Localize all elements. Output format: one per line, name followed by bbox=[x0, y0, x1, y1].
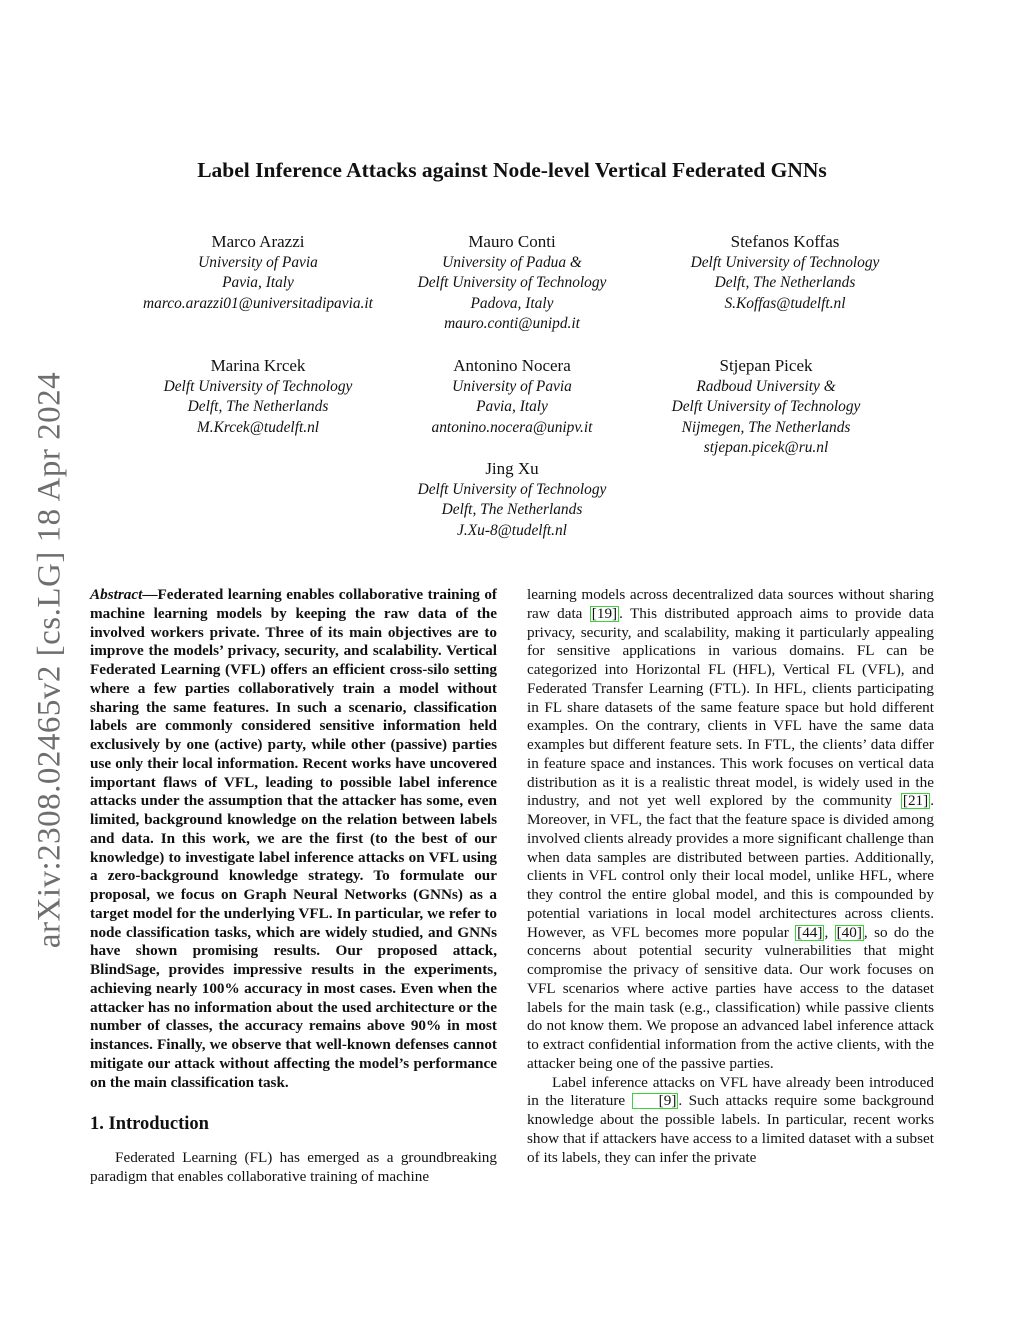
author-email[interactable]: antonino.nocera@unipv.it bbox=[431, 418, 593, 436]
author-affiliation: Delft, The Netherlands bbox=[714, 274, 856, 292]
text-run: . Moreover, in VFL, the fact that the feature space is divided among involved clients already provides a more significant challenge than when data samples are distributed between parties. Additionally, clients in VFL control only their local model, unlike HFL, where they control the entire global model, and this is compounded by potential variations in local model architectures across clients. However, as VFL becomes more popular bbox=[527, 792, 934, 941]
author-affiliation: Padova, Italy bbox=[470, 294, 554, 312]
text-run: , bbox=[824, 923, 835, 941]
arxiv-identifier: arXiv:2308.02465v2 [cs.LG] 18 Apr 2024 bbox=[31, 371, 68, 949]
citation-link[interactable]: [19] bbox=[591, 604, 618, 622]
author-affiliation: University of Padua & bbox=[442, 254, 582, 271]
section-heading-introduction: 1. Introduction bbox=[90, 1114, 209, 1135]
author-block bbox=[362, 457, 662, 541]
author-affiliation: Radboud University & bbox=[696, 378, 836, 395]
text-run: , so do the concerns about potential security vulnerabilities that might compromise the privacy of sensitive data. Our work focuses on VFL scenarios where active parties have access to the dataset labels for the main task (e.g., classification) while passive clients do not know them. We propose an advanced label inference attack to extract confidential information from the active clients, with the attacker being one of the passive parties. bbox=[527, 923, 934, 1072]
author-affiliation: Delft University of Technology bbox=[690, 254, 880, 271]
author-affiliation: Delft University of Technology bbox=[163, 378, 353, 395]
author-block bbox=[616, 354, 916, 458]
author-email[interactable]: M.Krcek@tudelft.nl bbox=[196, 418, 320, 436]
author-email[interactable]: S.Koffas@tudelft.nl bbox=[724, 294, 846, 312]
author-affiliation: Delft University of Technology bbox=[417, 481, 607, 498]
citation-link[interactable]: [44] bbox=[797, 923, 823, 941]
author-affiliation: Delft, The Netherlands bbox=[187, 398, 329, 416]
author-name: Stjepan Picek bbox=[719, 356, 813, 375]
text-run: Label inference attacks on VFL have already been introduced in the literature bbox=[527, 1073, 934, 1110]
author-affiliation: Pavia, Italy bbox=[476, 398, 548, 416]
left-column bbox=[90, 586, 497, 1187]
author-email[interactable]: J.Xu-8@tudelft.nl bbox=[457, 521, 567, 539]
abstract-label: Abstract bbox=[90, 586, 143, 603]
author-name: Antonino Nocera bbox=[453, 356, 571, 375]
text-run: . Such attacks require some background knowledge about the possible labels. In particular, recent works show that if attackers have access to a limited dataset with a subset of its labels, they can infer the private bbox=[527, 1092, 934, 1166]
author-affiliation: Delft University of Technology bbox=[671, 398, 861, 416]
author-affiliation: University of Pavia bbox=[452, 378, 572, 395]
author-affiliation: Delft, The Netherlands bbox=[441, 501, 583, 519]
author-affiliation: Pavia, Italy bbox=[222, 274, 294, 292]
abstract-text: —Federated learning enables collaborative training of machine learning models by keeping the raw data of the involved workers private. Three of its main objectives are to improve the models’ privacy, security, and scalability. Vertical Federated Learning (VFL) offers an efficient cross-silo setting where a few parties collaboratively train a model without sharing the same features. In such a scenario, classification labels are commonly considered sensitive information held exclusively by one (active) party, while other (passive) parties use only their local information. Recent works have uncovered important flaws of VFL, leading to possible label inference attacks under the assumption that the attacker has some, even limited, background knowledge on the relation between labels and data. In this work, we are the first (to the best of our knowledge) to investigate label inference attacks on VFL using a zero-background knowledge strategy. To formulate our proposal, we focus on Graph Neural Networks (GNNs) as a target model for the underlying VFL. In particular, we refer to node classification tasks, which are widely studied, and GNNs have shown promising results. Our proposed attack, BlindSage, provides impressive results in the experiments, achieving nearly 100% accuracy in most cases. Even when the attacker has no information about the used architecture or the number of classes, the accuracy remains above 90% in most instances. Finally, we observe that well-known defenses cannot mitigate our attack without affecting the model’s performance on the main classification task. bbox=[90, 586, 497, 1091]
author-name: Jing Xu bbox=[485, 459, 539, 478]
intro-paragraph: Federated Learning (FL) has emerged as a groundbreaking paradigm that enables collaborative training of machine bbox=[90, 1149, 497, 1185]
text-run: learning models across decentralized data sources without sharing raw data bbox=[527, 586, 934, 622]
author-email[interactable]: marco.arazzi01@universitadipavia.it bbox=[143, 294, 373, 312]
intro-paragraph-2 bbox=[527, 1074, 934, 1168]
author-email[interactable]: mauro.conti@unipd.it bbox=[444, 314, 580, 332]
citation-link[interactable]: [9] bbox=[632, 1093, 679, 1109]
abstract bbox=[90, 586, 497, 1092]
author-block bbox=[635, 230, 935, 314]
author-name: Stefanos Koffas bbox=[730, 232, 840, 251]
author-affiliation: Delft University of Technology bbox=[417, 274, 607, 292]
text-run: . This distributed approach aims to provide data privacy, security, and scalability, making it particularly appealing for sensitive applications in various domains. FL can be categorized into Horizontal FL (HFL), Vertical FL (VFL), and Federated Transfer Learning (FTL). In HFL, clients participating in FL share datasets of the same feature space but hold different examples. On the contrary, clients in VFL have the same data examples but different feature sets. In FTL, the clients’ data differ in feature space and instances. This work focuses on vertical data distribution as it is a realistic threat model, is widely used in the industry, and not yet well explored by the community bbox=[527, 604, 934, 810]
intro-paragraph-continued bbox=[527, 586, 934, 1074]
author-block bbox=[362, 230, 662, 334]
paper-title: Label Inference Attacks against Node-level Vertical Federated GNNs bbox=[197, 158, 827, 182]
right-column bbox=[527, 586, 934, 1167]
author-affiliation: Nijmegen, The Netherlands bbox=[681, 418, 851, 436]
citation-link[interactable]: [40] bbox=[836, 923, 862, 941]
author-name: Mauro Conti bbox=[468, 232, 556, 251]
citation-link[interactable]: [21] bbox=[902, 792, 929, 810]
author-affiliation: University of Pavia bbox=[198, 254, 318, 271]
author-email[interactable]: stjepan.picek@ru.nl bbox=[703, 438, 829, 456]
author-name: Marina Krcek bbox=[210, 356, 306, 375]
author-name: Marco Arazzi bbox=[211, 232, 305, 251]
